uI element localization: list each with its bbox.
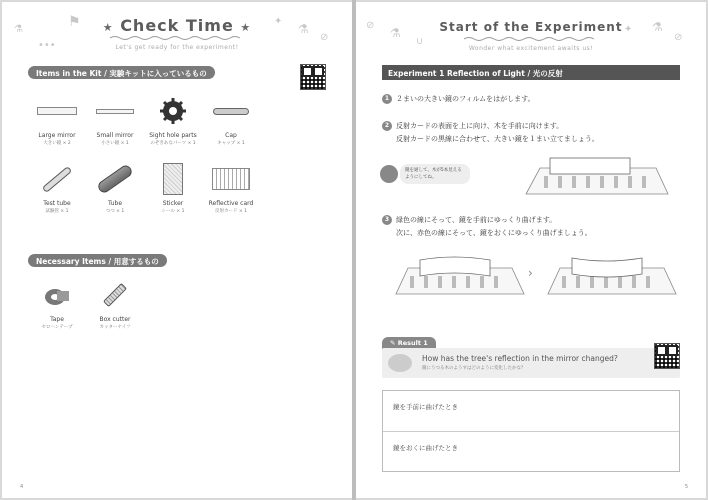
mirror-on-card-diagram [524,154,670,198]
hint-callout [380,162,470,186]
step-3 [382,214,592,240]
character-icon [380,165,398,183]
sparkle-deco-icon: ✦ [274,16,283,27]
kit-item-tube: Tube つつ × 1 [84,162,146,214]
reflective-card-icon [212,168,250,190]
star-icon: ★ [102,21,114,34]
dots-deco-icon: ••• [38,40,56,51]
title-wave-underline [110,35,244,41]
box-cutter-icon [103,283,127,307]
result-question-box [382,348,680,378]
flask-deco-icon: ⚗ [298,22,309,36]
result-question: How has the tree's reflection in the mirror changed? [422,354,618,363]
step-number: 3 [382,215,392,225]
tube-deco-icon: ⊘ [674,32,683,43]
sparkle-deco-icon: ✦ [624,24,633,35]
tube-deco-icon: ⊘ [320,32,329,43]
tube-icon [96,163,134,195]
page-number: 4 [20,484,24,490]
step-number: 1 [382,94,392,104]
answer-row-back[interactable]: 鏡をおくに曲げたとき [393,444,458,452]
mirror-bent-back-diagram [546,254,678,298]
kit-item-large-mirror: Large mirror 大きい鏡 × 2 [26,94,88,146]
kit-item-sticker: Sticker シール × 1 [142,162,204,214]
necessary-item-box-cutter: Box cutter カッターナイフ [84,278,146,330]
hint-bubble: 鏡を通して、木が5本見えるようにしてね。 [400,164,470,184]
tube-deco-icon: ⊘ [366,20,375,31]
sticker-icon [163,163,183,195]
qr-code-icon[interactable] [654,343,680,369]
test-tube-icon [42,165,73,192]
step-text: 次に、赤色の線にそって、鏡をおくにゆっくり曲げましょう。 [396,229,592,237]
step-2 [382,120,599,146]
step-1 [382,93,535,106]
kit-banner: Items in the Kit / 実験キットに入っているもの [28,66,215,79]
answer-row-forward[interactable]: 鏡を手前に曲げたとき [383,391,679,432]
kit-item-test-tube: Test tube 試験管 × 1 [26,162,88,214]
page-number: 5 [684,484,688,490]
necessary-item-tape: Tape セロハンテープ [26,278,88,330]
title-wave-underline [464,36,598,42]
answer-box [382,390,680,472]
kit-item-small-mirror: Small mirror 小さい鏡 × 1 [84,94,146,146]
flask-deco-icon: ⚗ [390,26,401,40]
step-text: 反射カードの黒線に合わせて、大きい鏡を１まい立てましょう。 [396,135,599,143]
flask-deco-icon: ⚗ [652,20,663,34]
sight-hole-parts-icon [159,97,187,125]
qr-code-icon[interactable] [300,64,326,90]
left-page [2,2,352,498]
check-time-title: Check Time [120,16,234,35]
necessary-banner: Necessary Items / 用意するもの [28,254,167,267]
step-number: 2 [382,121,392,131]
cap-icon [213,108,249,115]
page-title: Start of the Experiment [439,20,623,34]
kit-item-cap: Cap キャップ × 1 [200,94,262,146]
step-text: 緑色の線にそって、鏡を手前にゆっくり曲げます。 [396,216,557,224]
page-subtitle: Wonder what excitement awaits us! [468,45,594,52]
result-label: Result 1 [397,339,428,347]
experiment-heading: Experiment 1 Reflection of Light / 光の反射 [382,65,680,80]
mirror-bent-forward-diagram [394,254,526,298]
page-title [2,16,352,35]
right-page [356,2,706,498]
star-icon: ★ [240,21,252,34]
large-mirror-icon [37,107,77,115]
step-text: 反射カードの表面を上に向け、木を手前に向けます。 [396,122,564,130]
kit-item-reflective-card: Reflective card 反射カード × 1 [200,162,262,214]
page-subtitle: Let's get ready for the experiment! [115,44,239,51]
pencil-icon: ✎ [390,339,398,347]
tape-icon [43,283,71,307]
flag-deco-icon: ⚑ [68,14,81,30]
arrow-right-icon: › [528,266,533,280]
flask-deco-icon: ⚗ [14,24,23,35]
character-icon [388,354,412,372]
step-text: ２まいの大きい鏡のフィルムをはがします。 [396,95,535,103]
kit-item-sight-hole-parts: Sight hole parts のぞきあなパーツ × 1 [142,94,204,146]
magnet-deco-icon: ∪ [416,36,424,47]
result-question-sub: 鏡にうつる木のようすはどのように変化したかな？ [422,366,526,371]
small-mirror-icon [96,109,134,114]
